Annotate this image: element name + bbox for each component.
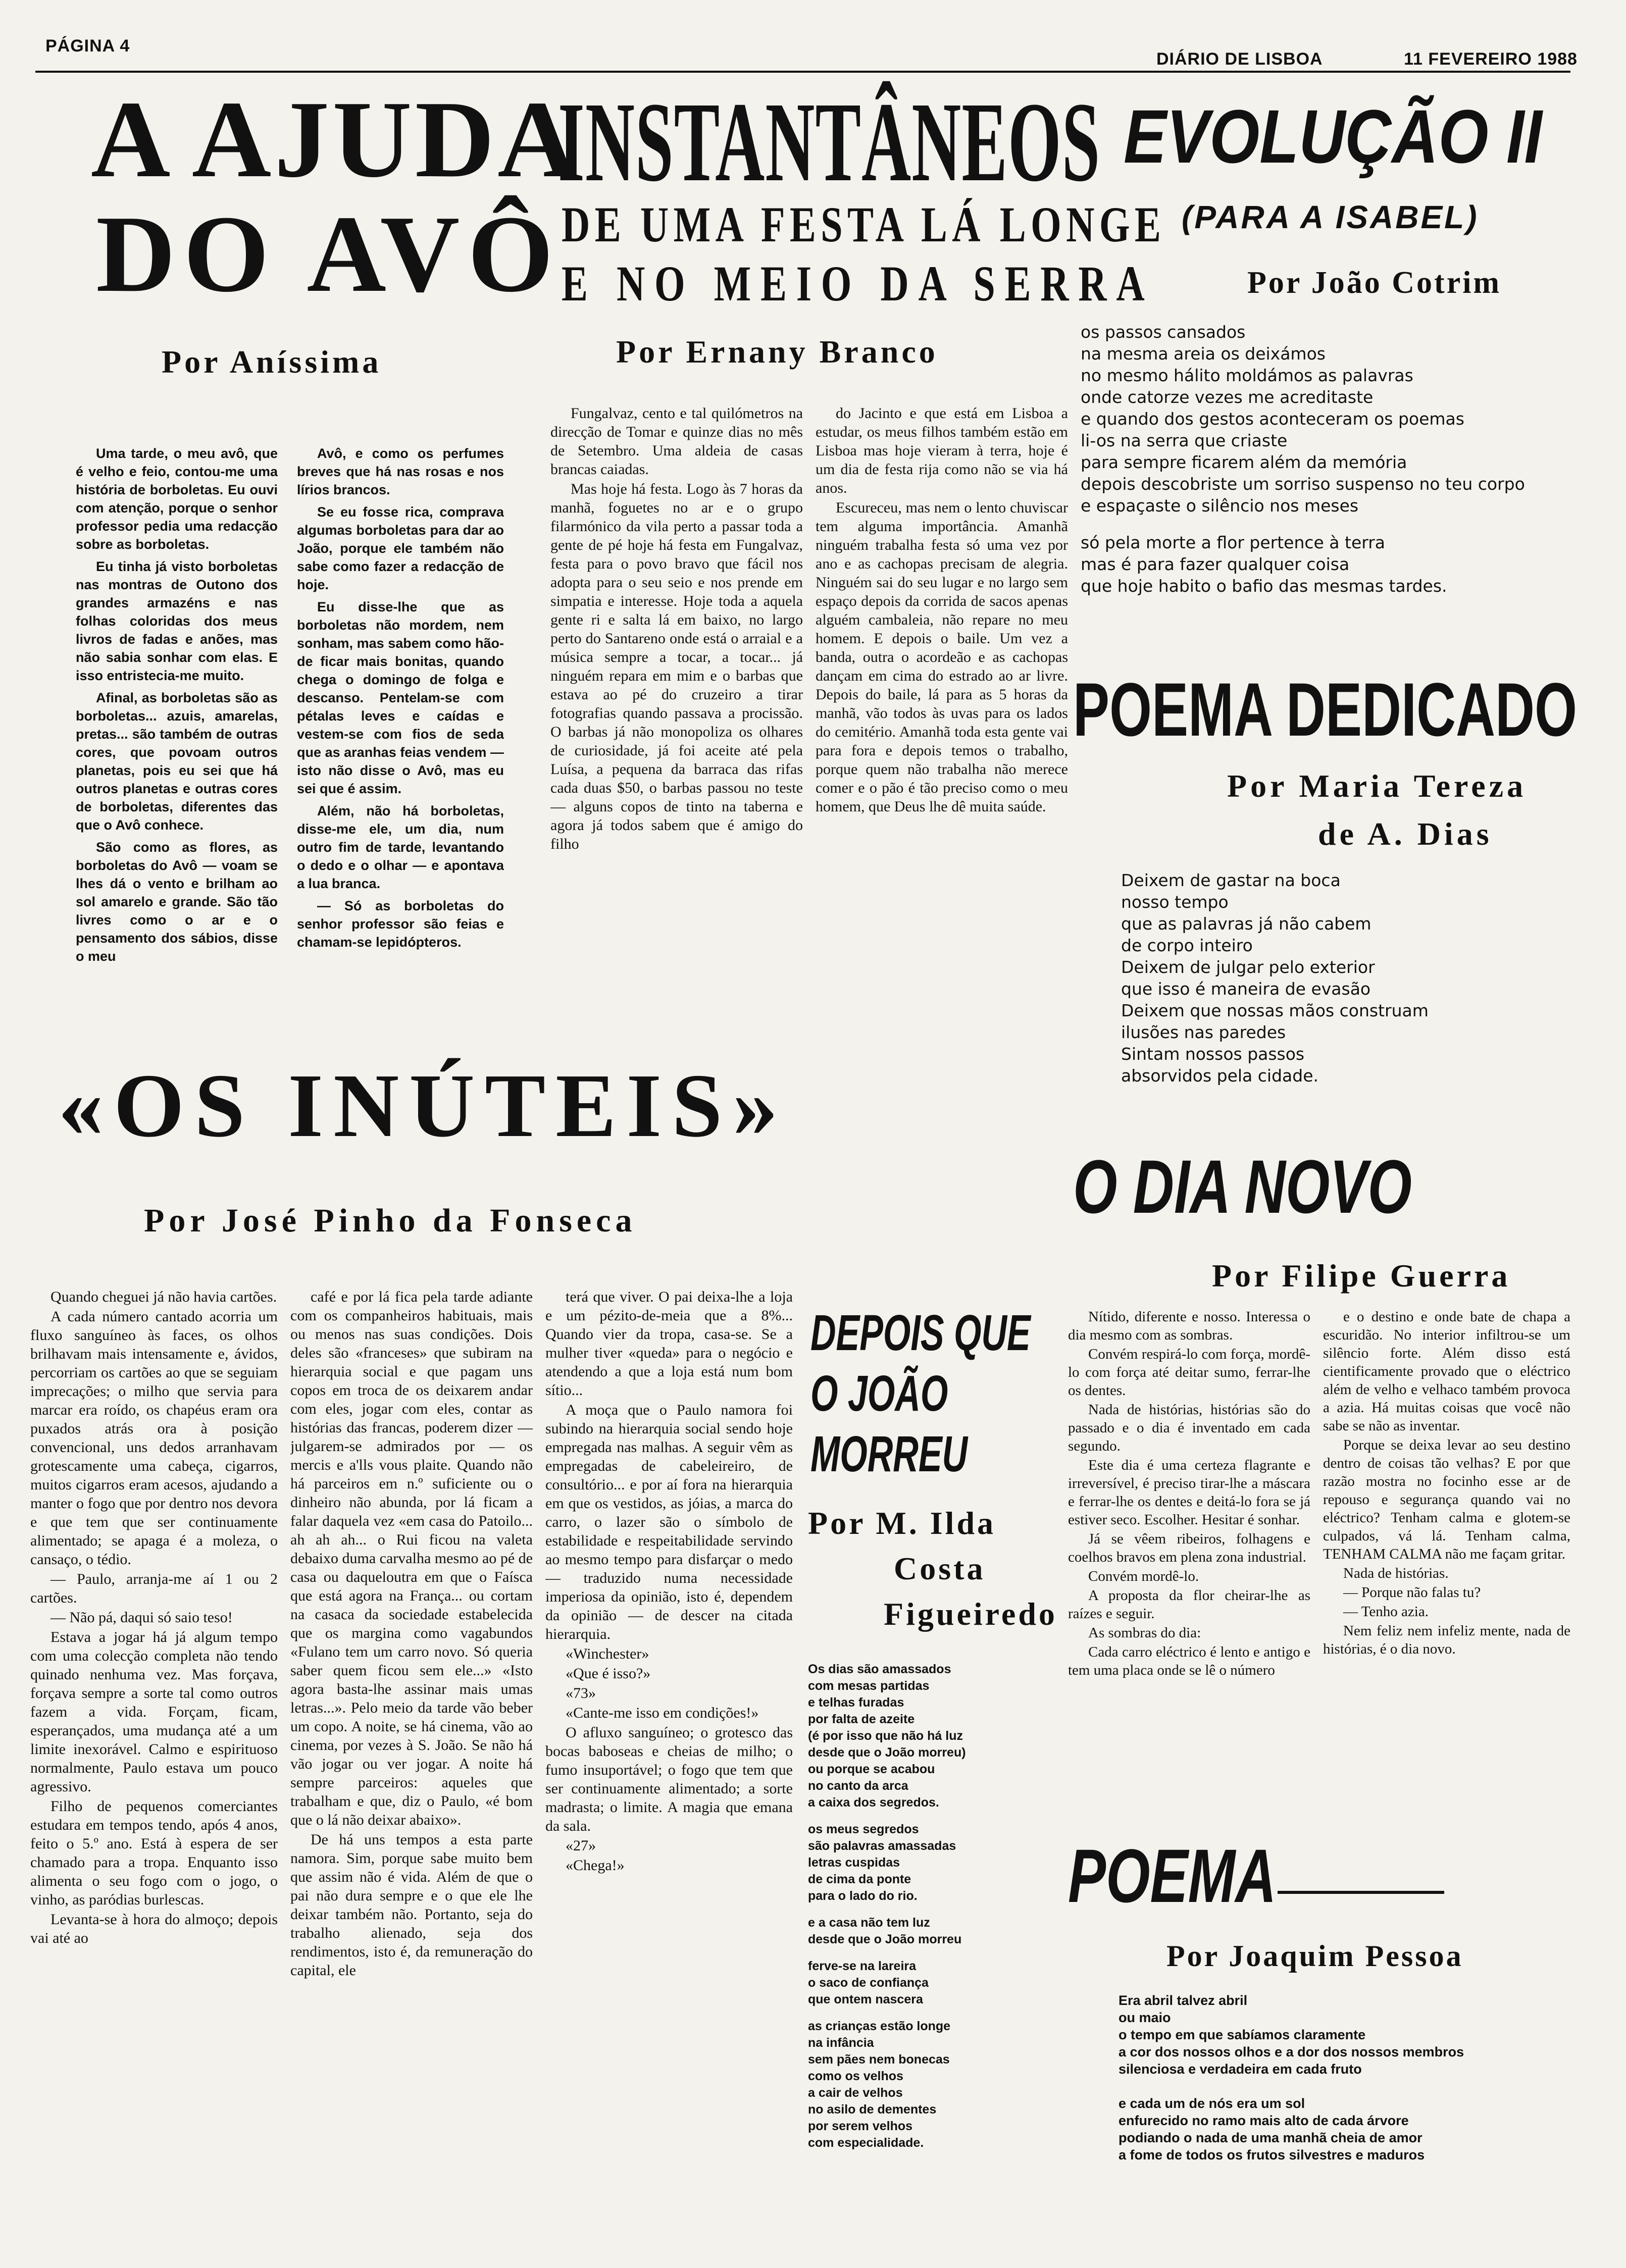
title-underline xyxy=(1278,1891,1444,1894)
poem-line: o tempo em que sabíamos claramente xyxy=(1119,2027,1366,2042)
paragraph: Levanta-se à hora do almoço; depois vai até ao xyxy=(30,1911,278,1946)
poem-line: por serem velhos xyxy=(808,2119,913,2133)
instantaneos-subtitle-1: DE UMA FESTA LÁ LONGE xyxy=(562,196,1166,252)
paragraph: — Paulo, arranja-me aí 1 ou 2 cartões. xyxy=(30,1571,278,1606)
poem-line: desde que o João morreu xyxy=(808,1932,962,1946)
depois-title-line1: DEPOIS QUE xyxy=(810,1305,1031,1361)
paragraph: Convém mordê-lo. xyxy=(1088,1568,1199,1584)
paragraph: Nada de histórias, histórias são do passado e o dia é inventado em cada segundo. xyxy=(1068,1402,1310,1454)
poem-line: mas é para fazer qualquer coisa xyxy=(1081,554,1350,574)
poem-line: onde catorze vezes me acreditaste xyxy=(1081,387,1374,407)
poem-line: desde que o João morreu) xyxy=(808,1745,966,1760)
paragraph: Se eu fosse rica, comprava algumas borboletas para dar ao João, porque ele também não sabe como fazer a redacção de hoje. xyxy=(297,504,504,592)
paragraph: Avô, e como os perfumes breves que há nas rosas e nos lírios brancos. xyxy=(297,446,504,497)
poem-line: no canto da arca xyxy=(808,1779,908,1793)
ajuda-title-line2: DO AVÔ xyxy=(96,193,562,315)
paragraph: «Que é isso?» xyxy=(566,1665,651,1682)
poem-line: o saco de confiança xyxy=(808,1976,929,1990)
poema-pessoa-poem xyxy=(1119,1992,1573,2163)
depois-byline-2: Costa xyxy=(894,1551,986,1586)
poema-pessoa-title: POEMA xyxy=(1068,1833,1277,1918)
poema-dedicado-byline-1: Por Maria Tereza xyxy=(1227,768,1527,804)
poem-line: silenciosa e verdadeira em cada fruto xyxy=(1119,2061,1362,2077)
paragraph: Cada carro eléctrico é lento e antigo e tem uma placa onde se lê o número xyxy=(1068,1644,1310,1678)
poema-pessoa-byline: Por Joaquim Pessoa xyxy=(1166,1939,1463,1973)
stanza-break xyxy=(808,2008,1071,2018)
paragraph: Nítido, diferente e nosso. Interessa o dia mesmo com as sombras. xyxy=(1068,1309,1310,1343)
poem-line: a cair de velhos xyxy=(808,2086,903,2100)
poem-line: Era abril talvez abril xyxy=(1119,1993,1248,2008)
paragraph: Quando cheguei já não havia cartões. xyxy=(50,1288,277,1305)
paragraph: — Tenho azia. xyxy=(1343,1604,1429,1620)
paragraph: A proposta da flor cheirar-lhe as raízes e seguir. xyxy=(1068,1587,1310,1622)
ajuda-column-2 xyxy=(297,444,504,1015)
poem-line: na mesma areia os deixámos xyxy=(1081,344,1326,364)
poem-line: Sintam nossos passos xyxy=(1121,1044,1305,1064)
poem-line: Deixem que nossas mãos construam xyxy=(1121,1001,1429,1020)
ajuda-title-line1: A AJUDA xyxy=(91,79,580,200)
paragraph: Filho de pequenos comerciantes estudara em tempos tendo, após 4 anos, feito o 5.º ano. Está à espera de ser chamado para a tropa. Enquanto isso alimenta o seu fogo com o jogo, o vinho, as paródias burlescas. xyxy=(30,1798,278,1908)
poem-line: Deixem de gastar na boca xyxy=(1121,870,1341,890)
dia-novo-title: O DIA NOVO xyxy=(1073,1144,1412,1229)
paragraph: Porque se deixa levar ao seu destino dentro de coisas tão velhas? E por que razão mostra no focinho esse ar de repouso e segurança quando vai no eléctrico? Tenham calma e glotem-se culpados, vá lá. Tenham calma, TENHAM CALMA não me façam gritar. xyxy=(1323,1437,1570,1562)
poem-line: a caixa dos segredos. xyxy=(808,1795,939,1810)
evolucao-byline: Por João Cotrim xyxy=(1247,266,1502,300)
poem-line: de cima da ponte xyxy=(808,1872,911,1886)
instantaneos-byline: Por Ernany Branco xyxy=(616,334,938,370)
paragraph: Convém respirá-lo com força, mordê-lo com força até deitar sumo, ferrar-lhe os dentes. xyxy=(1068,1346,1310,1399)
poem-line: as crianças estão longe xyxy=(808,2019,951,2033)
stanza-break xyxy=(808,1904,1071,1915)
stanza-break xyxy=(808,1948,1071,1958)
poem-line: ou porque se acabou xyxy=(808,1762,935,1776)
paragraph: Já se vêem ribeiros, folhagens e coelhos bravos em plena zona industrial. xyxy=(1068,1531,1310,1565)
depois-title-line2: O JOÃO xyxy=(810,1365,948,1422)
poem-line: sem pães nem bonecas xyxy=(808,2052,950,2067)
poem-line: para o lado do rio. xyxy=(808,1889,918,1903)
evolucao-dedication: (PARA A ISABEL) xyxy=(1182,199,1479,235)
paragraph: Mas hoje há festa. Logo às 7 horas da manhã, foguetes no ar e o grupo filarmónico da vila perto a passar toda a gente de pé hoje há festa em Fungalvaz, festa para o povo bravo que fácil nos adopta para o seu seio e nos prende em simpatia e interesse. Hoje toda a aquela gente ri e salta lá em baixo, no largo perto do Santareno onde está o arraial e a música sempre a tocar, a tocar... já ninguém repara em mim e o barbas que estava ao pé do cruzeiro a tirar fotografias quando passava a procissão. O barbas já não monopoliza os olhares de curiosidade, já foi aceite até pela Luísa, a pequena da barraca das rifas cada duas $50, o barbas passou no teste — alguns copos de tinto na taberna e agora já todos sabem que é amigo do filho xyxy=(550,481,803,852)
poem-line: de corpo inteiro xyxy=(1121,936,1253,955)
poem-line: podiando o nada de uma manhã cheia de amor xyxy=(1119,2130,1422,2145)
poem-line: no mesmo hálito moldámos as palavras xyxy=(1081,366,1413,385)
dia-novo-byline: Por Filipe Guerra xyxy=(1212,1258,1511,1294)
paragraph: Eu disse-lhe que as borboletas não mordem, nem sonham, mas sabem como hão-de ficar mais bonitas, quando chega o domingo de folga e descanso. Pentelam-se com pétalas leves e caídas e vestem-se com fios de seda que as aranhas feias vendem — isto não disse o Avô, mas eu sei que é assim. xyxy=(297,599,504,796)
instantaneos-subtitle-2: E NO MEIO DA SERRA xyxy=(562,255,1154,312)
poem-line: os meus segredos xyxy=(808,1822,919,1836)
instantaneos-column-2 xyxy=(816,404,1068,1025)
dia-novo-column-2 xyxy=(1323,1308,1570,1772)
paragraph: O afluxo sanguíneo; o grotesco das bocas baboseas e cheias de milho; o fumo insuportável; o fogo que tem que ser continuamente alimentado; a sorte madrasta; o limite. A magia que emana da sala. xyxy=(545,1724,793,1834)
paragraph: «Winchester» xyxy=(566,1645,649,1662)
paragraph: terá que viver. O pai deixa-lhe a loja e um pézito-de-meia que a 8%... Quando vier da tropa, casa-se. Se a mulher tiver «queda» para o negócio e atendendo a que a loja está num bom sítio... xyxy=(545,1288,793,1399)
poem-line: ferve-se na lareira xyxy=(808,1959,917,1973)
paragraph: São como as flores, as borboletas do Avô — voam se lhes dá o vento e brilham ao sol amarelo e grande. São tão livres como o ar e o pensamento dos sábios, disse o meu xyxy=(76,840,278,964)
poem-line: por falta de azeite xyxy=(808,1712,915,1726)
poem-line: depois descobriste um sorriso suspenso no teu corpo xyxy=(1081,474,1525,494)
poem-line: com especialidade. xyxy=(808,2136,924,2150)
dia-novo-column-1 xyxy=(1068,1308,1310,1772)
poem-line: e quando dos gestos aconteceram os poemas xyxy=(1081,409,1464,429)
poem-line: no asilo de dementes xyxy=(808,2102,937,2117)
paragraph: «Cante-me isso em condições!» xyxy=(566,1705,759,1721)
paragraph: Nada de histórias. xyxy=(1343,1565,1449,1581)
header-rule xyxy=(35,71,1570,73)
paragraph: Fungalvaz, cento e tal quilómetros na direcção de Tomar e quinze dias no mês de Setembro. Uma aldeia de casas brancas caiadas. xyxy=(550,405,803,478)
paragraph: — Não pá, daqui só saio teso! xyxy=(50,1609,233,1626)
depois-title-line3: MORREU xyxy=(810,1426,968,1482)
paragraph: Eu tinha já visto borboletas nas montras de Outono dos grandes armazéns e nas folhas coloridas dos meus livros de fadas e anões, mas não sabia sonhar com elas. E isso entristecia-me muito. xyxy=(76,559,278,683)
paragraph: «Chega!» xyxy=(566,1857,625,1874)
newspaper-name: DIÁRIO DE LISBOA xyxy=(1156,49,1323,69)
poem-line: ilusões nas paredes xyxy=(1121,1022,1286,1042)
paragraph: «27» xyxy=(566,1837,596,1854)
poem-line: Os dias são amassados xyxy=(808,1662,951,1676)
paragraph: do Jacinto e que está em Lisboa a estudar, os meus filhos também estão em Lisboa mas hoje vieram à terra, hoje é um dia de festa rija como não se via há anos. xyxy=(816,405,1068,496)
issue-date: 11 FEVEREIRO 1988 xyxy=(1404,49,1578,69)
poem-line: são palavras amassadas xyxy=(808,1839,956,1853)
paragraph: e o destino e onde bate de chapa a escuridão. No interior infiltrou-se um silêncio forte. Além disso está cientificamente provado que o eléctrico além de velho e velhaco também provoca a azia. Há muitas coisas que você não sabe se não as inventar. xyxy=(1323,1309,1570,1434)
paragraph: Escureceu, mas nem o lento chuviscar tem alguma importância. Amanhã ninguém trabalha festa só uma vez por ano e as cachopas precisam de alegria. Ninguém sai do seu lugar e no largo sem espaço depois da corrida de sacos apenas alguém cambaleia, não repare no meu homem. E depois o baile. Um vez a banda, outra o acordeão e as cachopas dançam em cima do estrado ao ar livre. Depois do baile, lá para as 5 horas da manhã, vão todos às uvas para os lados do cemitério. Amanhã toda esta gente vai para fora e depois temos o trabalho, porque quem não trabalha não merece comer e o pão é tão preciso como o meu homem, que Deus lhe dê muita saúde. xyxy=(816,499,1068,815)
paragraph: A cada número cantado acorria um fluxo sanguíneo às faces, os olhos brilhavam mais intensamente e, ávidos, percorriam os cartões ao que se seguiam imprecações; o milho que servia para marcar era roído, os chapéus eram ora puxados atrás ora à posição convencional, uns dedos arranhavam grotescamente uma cabeça, cigarros, muitos cigarros eram acesos, ajudando a manter o fogo que por dentro nos devora e que tem que ser continuamente alimentado; se apaga é a moleza, o cansaço, o tédio. xyxy=(30,1308,278,1568)
poem-line: que ontem nascera xyxy=(808,1992,923,2006)
paragraph: «73» xyxy=(566,1685,596,1702)
poem-line: e espaçaste o silêncio nos meses xyxy=(1081,496,1359,516)
paragraph: — Porque não falas tu? xyxy=(1343,1584,1481,1601)
inuteis-title: «OS INÚTEIS» xyxy=(58,1055,788,1156)
paragraph: café e por lá fica pela tarde adiante com os companheiros habituais, mais ou menos nas suas condições. Dois deles são «franceses» que subiram na hierarquia social e que pagam uns copos em troca de os deixarem andar com eles, jogar com eles, contar as histórias das francas, poderem dizer — julgarem-se admirados por — os mercis e a'lls vous plaite. Quando não há parceiros em n.º suficiente ou o dinheiro não abunda, por lá ficam a falar daquela vez «em casa do Patoilo... ah ah ah... o Rui ficou na valeta debaixo duma carvalha mesmo ao pé de casa ou daqueloutra em que o Faísca que está agora na França... ou cortam na casaca da sociedade estabelecida que os margina como vagabundos «Fulano tem um carro novo. Só queria saber quem ficou sem ele...» «Isto agora basta-lhe assinar mais umas letras...». Pelo meio da tarde vão beber um copo. A noite, se há cinema, vão ao cinema, por vezes à S. João. Se não há vão jogar ou ver jogar. A noite há sempre parceiros: aqueles que trabalham e que, diz o Paulo, «é bom que o lá não deixar abaixo». xyxy=(290,1288,533,1828)
poema-dedicado-poem xyxy=(1121,869,1565,1087)
inuteis-column-3 xyxy=(545,1287,793,2242)
poem-line: enfurecido no ramo mais alto de cada árvore xyxy=(1119,2113,1409,2128)
paragraph: A moça que o Paulo namora foi subindo na hierarquia social sendo hoje empregada nas malhas. A seguir vêm as empregadas de cabeleireiro, de consultório... e por aí fora na hierarquia em que os vestidos, as jóias, a marca do carro, o lazer são o símbolo de estabilidade e respeitabilidade servindo ao mesmo tempo para disfarçar o medo — traduzido numa necessidade imperiosa da opinião, isto é, dependem da opinião — de descer na citada hierarquia. xyxy=(545,1402,793,1642)
poem-line: como os velhos xyxy=(808,2069,903,2083)
poem-line: com mesas partidas xyxy=(808,1679,930,1693)
instantaneos-title: INSTANTÂNEOS xyxy=(558,79,1101,205)
paragraph: Além, não há borboletas, disse-me ele, um dia, num outro fim de tarde, levantando o dedo e o olhar — e apontava a lua branca. xyxy=(297,803,504,891)
poem-line: e a casa não tem luz xyxy=(808,1916,930,1930)
poem-line: que as palavras já não cabem xyxy=(1121,914,1371,934)
ajuda-column-1 xyxy=(76,444,278,1015)
poem-line: para sempre ficarem além da memória xyxy=(1081,452,1407,472)
depois-poem xyxy=(808,1661,1071,2151)
paragraph: Nem feliz nem infeliz mente, nada de histórias, é o dia novo. xyxy=(1323,1623,1570,1657)
paragraph: As sombras do dia: xyxy=(1088,1625,1201,1641)
poem-line: ou maio xyxy=(1119,2010,1171,2025)
poem-line: que hoje habito o bafio das mesmas tardes. xyxy=(1081,576,1447,596)
depois-byline-3: Figueiredo xyxy=(884,1596,1057,1632)
paragraph: Afinal, as borboletas são as borboletas... azuis, amarelas, pretas... são também de outras cores, que povoam outros planetas, pois eu sei que há outros planetas e outras cores de borboletas, diferentes das que o Avô conhece. xyxy=(76,690,278,833)
paragraph: — Só as borboletas do senhor professor são feias e chamam-se lepidópteros. xyxy=(297,898,504,950)
paragraph: Estava a jogar há já algum tempo com uma colecção completa não tendo quinado nenhuma vez. Mas forçava, forçava sempre a sorte tal como outros fazem a vida. Forçam, ficam, esperançados, uma mudança até a um limite inexorável. Calmo e espirituoso normalmente, Paulo estava um pouco agressivo. xyxy=(30,1629,278,1795)
poem-line: só pela morte a flor pertence à terra xyxy=(1081,533,1386,552)
stanza-break xyxy=(808,1811,1071,1821)
poema-dedicado-title: POEMA DEDICADO xyxy=(1073,667,1578,752)
poem-line: a fome de todos os frutos silvestres e maduros xyxy=(1119,2147,1425,2162)
poem-line: li-os na serra que criaste xyxy=(1081,431,1288,450)
evolucao-title: EVOLUÇÃO II xyxy=(1124,94,1542,179)
poema-dedicado-byline-2: de A. Dias xyxy=(1318,816,1493,852)
paragraph: De há uns tempos a esta parte namora. Sim, porque sabe muito bem que assim não é vida. Além de que o pai não dura sempre e o que ele lhe deixar também não. Portanto, seja do trabalho alienado, seja dos rendimentos, isto é, da remuneração do capital, ele xyxy=(290,1831,533,1979)
stanza-break xyxy=(1081,517,1576,532)
poem-line: na infância xyxy=(808,2036,874,2050)
paragraph: Este dia é uma certeza flagrante e irreversível, é preciso tirar-lhe a máscara e ferrar-lhe os dentes e deitá-lo fora se já estiver seco. Escolher. Hesitar é sonhar. xyxy=(1068,1457,1310,1528)
poem-line: (é por isso que não há luz xyxy=(808,1729,963,1743)
instantaneos-column-1 xyxy=(550,404,803,1025)
poem-line: que isso é maneira de evasão xyxy=(1121,979,1371,999)
depois-byline-1: Por M. Ilda xyxy=(808,1505,996,1541)
poem-line: nosso tempo xyxy=(1121,892,1229,912)
ajuda-byline: Por Aníssima xyxy=(162,344,382,380)
inuteis-column-1 xyxy=(30,1287,278,2242)
inuteis-column-2 xyxy=(290,1287,533,2242)
evolucao-poem xyxy=(1081,321,1576,597)
poem-line: e cada um de nós era um sol xyxy=(1119,2096,1305,2111)
poem-line: Deixem de julgar pelo exterior xyxy=(1121,957,1375,977)
page-number: PÁGINA 4 xyxy=(45,36,130,56)
paragraph: Uma tarde, o meu avô, que é velho e feio, contou-me uma história de borboletas. Eu ouvi com atenção, porque o senhor professor pedia uma redacção sobre as borboletas. xyxy=(76,446,278,552)
stanza-break xyxy=(1119,2078,1573,2095)
poem-line: os passos cansados xyxy=(1081,322,1246,342)
poem-line: letras cuspidas xyxy=(808,1855,900,1870)
poem-line: e telhas furadas xyxy=(808,1695,904,1710)
poem-line: a cor dos nossos olhos e a dor dos nossos membros xyxy=(1119,2044,1464,2059)
poem-line: absorvidos pela cidade. xyxy=(1121,1066,1318,1086)
inuteis-byline: Por José Pinho da Fonseca xyxy=(144,1202,637,1239)
